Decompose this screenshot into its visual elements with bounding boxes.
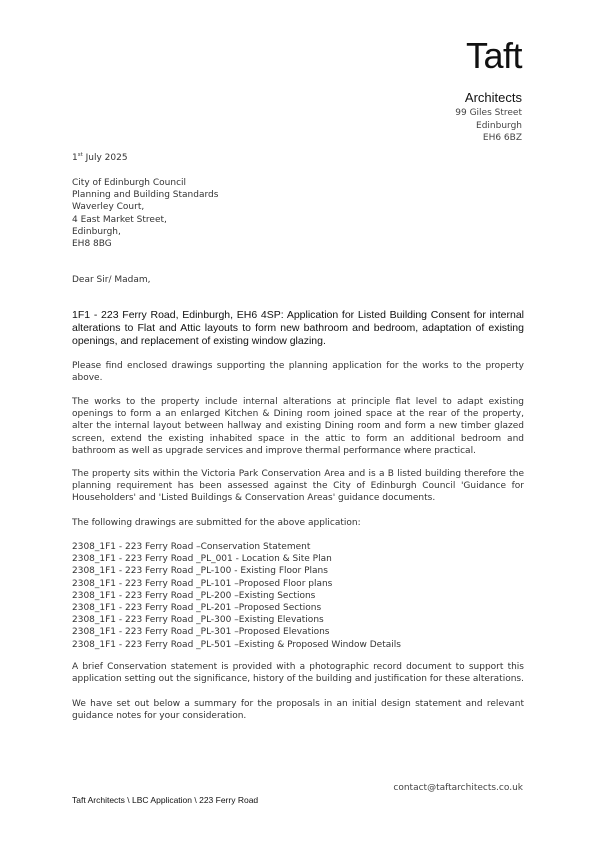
logo-subtitle: Architects	[464, 90, 522, 105]
paragraph-statement: A brief Conservation statement is provided with a photographic record document to support this application setting out the significance, history of the building and justification for these alterations.	[72, 662, 524, 685]
list-item: 2308_1F1 - 223 Ferry Road _PL-101 –Proposed Floor plans	[72, 578, 333, 589]
drawings-list	[72, 541, 401, 651]
logo-word: Taft	[465, 35, 522, 76]
recipient-line: EH8 8BG	[72, 239, 112, 250]
sender-address	[455, 107, 522, 145]
recipient-line: Planning and Building Standards	[72, 190, 219, 201]
address-line: 99 Giles Street	[455, 108, 522, 118]
recipient-line: 4 East Market Street,	[72, 214, 167, 225]
list-item: 2308_1F1 - 223 Ferry Road _PL-201 –Proposed Sections	[72, 603, 322, 614]
date-rest: July 2025	[82, 153, 128, 163]
list-item: 2308_1F1 - 223 Ferry Road _PL-100 - Existing Floor Plans	[72, 566, 328, 577]
list-item: 2308_1F1 - 223 Ferry Road _PL-200 –Existing Sections	[72, 590, 316, 601]
list-item: 2308_1F1 - 223 Ferry Road –Conservation Statement	[72, 542, 311, 552]
recipient-address	[72, 177, 218, 250]
recipient-line: Waverley Court,	[72, 202, 145, 213]
date-day: 1	[72, 153, 78, 163]
paragraph-summary: We have set out below a summary for the proposals in an initial design statement and relevant guidance notes for your consideration.	[72, 699, 524, 722]
paragraph-drawings-intro: The following drawings are submitted for the above application:	[72, 518, 361, 528]
address-line: Edinburgh	[476, 120, 522, 131]
address-line: EH6 6BZ	[482, 133, 522, 143]
recipient-line: City of Edinburgh Council	[72, 178, 187, 188]
letter-date	[72, 152, 128, 163]
salutation: Dear Sir/ Madam,	[72, 275, 151, 285]
letter-subject: 1F1 - 223 Ferry Road, Edinburgh, EH6 4SP: Application for Listed Building Consent for internal alterations to Flat and Attic layouts to form new bathroom and bedroom, adaptation of existing openings, and replacement of existing window glazing.	[72, 309, 524, 347]
paragraph-intro: Please find enclosed drawings supporting the planning application for the works to the property above.	[72, 361, 524, 384]
paragraph-works: The works to the property include internal alterations at principle flat level to adapt existing openings to form a an enlarged Kitchen & Dining room joined space at the rear of the property, alter the internal layout between hallway and existing Dining room and form a new timber glazed screen, extend the existing inhabited space in the attic to form an additional bedroom and bathroom as well as upgrade services and improve thermal performance where practical.	[72, 397, 524, 456]
contact-email[interactable]: contact@taftarchitects.co.uk	[393, 783, 523, 793]
list-item: 2308_1F1 - 223 Ferry Road _PL-300 –Existing Elevations	[72, 615, 324, 626]
paragraph-conservation: The property sits within the Victoria Park Conservation Area and is a B listed building therefore the planning requirement has been assessed against the City of Edinburgh Council 'Guidance for Householders' and 'Listed Buildings & Conservation Areas' guidance documents.	[72, 469, 524, 504]
list-item: 2308_1F1 - 223 Ferry Road _PL_001 - Location & Site Plan	[72, 554, 332, 565]
date-suffix: st	[77, 152, 83, 158]
page-footer: Taft Architects \ LBC Application \ 223 Ferry Road	[72, 795, 259, 805]
logo	[466, 36, 522, 76]
list-item: 2308_1F1 - 223 Ferry Road _PL-501 –Existing & Proposed Window Details	[72, 639, 401, 650]
recipient-line: Edinburgh,	[72, 226, 121, 237]
list-item: 2308_1F1 - 223 Ferry Road _PL-301 –Proposed Elevations	[72, 627, 330, 638]
